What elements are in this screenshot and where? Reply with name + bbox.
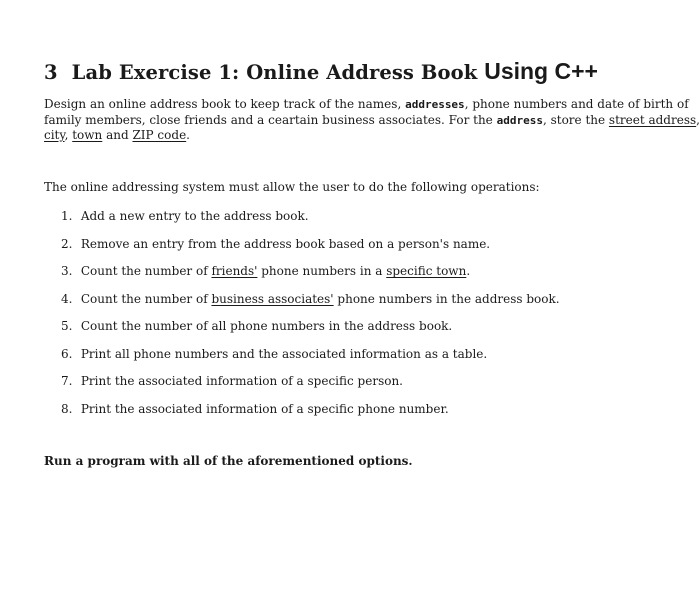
text-run: , store the xyxy=(542,112,609,127)
section-title: Lab Exercise 1: Online Address Book xyxy=(71,61,478,84)
underlined-business-associates: business associates' xyxy=(211,291,334,306)
item-text: phone numbers in the address book. xyxy=(333,291,560,306)
underlined-zip-code: ZIP code xyxy=(132,128,187,142)
description-line xyxy=(44,97,690,113)
list-item xyxy=(61,347,560,375)
item-text: Remove an entry from the address book based on a person's name. xyxy=(80,236,491,251)
item-text: Count the number of xyxy=(80,264,212,278)
list-item xyxy=(61,237,560,265)
item-text: phone numbers in a xyxy=(257,264,387,278)
code-address: address xyxy=(496,113,543,127)
text-run: and xyxy=(102,128,133,142)
item-number: 8. xyxy=(61,401,73,416)
operations-list xyxy=(61,209,560,429)
description-paragraph xyxy=(44,97,700,144)
list-item xyxy=(61,374,560,402)
underlined-street-address: street address xyxy=(608,112,697,127)
list-item xyxy=(61,402,560,430)
list-item xyxy=(61,292,560,320)
text-run: family members, close friends and a ceartain business associates. For the xyxy=(44,112,497,127)
description-line xyxy=(44,128,690,144)
section-number: 3 xyxy=(44,61,58,84)
item-number: 1. xyxy=(61,209,73,223)
item-text: Add a new entry to the address book. xyxy=(80,209,309,223)
text-run: , xyxy=(64,128,73,142)
item-number: 6. xyxy=(61,346,73,361)
underlined-friends: friends' xyxy=(211,264,258,278)
item-text: Print the associated information of a specific phone number. xyxy=(80,401,449,416)
text-run: , phone numbers and date of birth of xyxy=(464,97,689,111)
text-run: . xyxy=(186,128,190,142)
list-item xyxy=(61,319,560,347)
underlined-town: town xyxy=(72,128,103,142)
text-run: Design an online address book to keep track of the names, xyxy=(44,97,406,111)
item-number: 2. xyxy=(61,236,73,251)
comma: , xyxy=(696,112,700,127)
underlined-city: city xyxy=(44,128,65,142)
description-line xyxy=(44,112,700,129)
item-number: 3. xyxy=(61,264,73,278)
item-text: Count the number of xyxy=(80,291,212,306)
item-text: . xyxy=(466,264,471,278)
list-item xyxy=(61,264,560,292)
item-text: Print all phone numbers and the associated information as a table. xyxy=(80,346,488,361)
section-title-suffix: Using C++ xyxy=(484,58,598,84)
item-text: Print the associated information of a specific person. xyxy=(80,374,403,388)
footer-instruction: Run a program with all of the aforementioned options. xyxy=(44,454,413,468)
operations-intro: The online addressing system must allow the user to do the following operations: xyxy=(44,180,540,194)
list-item xyxy=(61,209,560,237)
item-number: 7. xyxy=(61,374,73,388)
code-addresses: addresses xyxy=(405,98,465,111)
section-heading xyxy=(44,58,598,85)
item-number: 5. xyxy=(61,319,73,333)
item-text: Count the number of all phone numbers in the address book. xyxy=(80,319,453,333)
underlined-specific-town: specific town xyxy=(386,264,467,278)
item-number: 4. xyxy=(61,291,73,306)
